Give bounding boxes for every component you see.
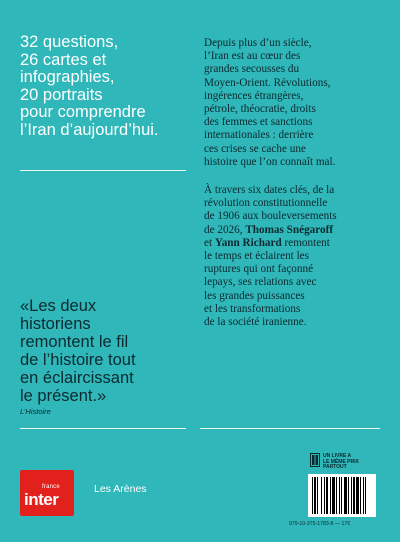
blurb-line: internationales : derrière bbox=[204, 129, 314, 142]
logo-small-text: france bbox=[42, 484, 60, 490]
blurb bbox=[204, 37, 374, 329]
blurb-line: et les transformations bbox=[204, 302, 301, 315]
blurb-line: À travers six dates clés, de la bbox=[204, 184, 335, 197]
barcode bbox=[308, 474, 376, 517]
blurb-line bbox=[204, 224, 374, 237]
author-name: Yann Richard bbox=[214, 236, 282, 249]
blurb-line: grandes secousses du bbox=[204, 63, 300, 76]
badge-line: PARTOUT bbox=[323, 464, 347, 470]
book-icon bbox=[310, 453, 320, 467]
divider bbox=[20, 170, 186, 171]
headline-line: 20 portraits bbox=[20, 85, 103, 104]
blurb-line: des femmes et sanctions bbox=[204, 116, 313, 129]
blurb-line: Moyen-Orient. Révolutions, bbox=[204, 76, 331, 89]
blurb-text: remontent bbox=[281, 236, 330, 249]
headline-line: l’Iran d’aujourd’hui. bbox=[20, 120, 159, 139]
badge-line: LE MÊME PRIX bbox=[323, 458, 359, 465]
blurb-line: ces crises se cache une bbox=[204, 142, 306, 155]
blurb-line: Depuis plus d’un siècle, bbox=[204, 37, 312, 49]
blurb-line: révolution constitutionnelle bbox=[204, 197, 328, 210]
quote-line: en éclaircissant bbox=[20, 369, 134, 387]
blurb-line: ingérences étrangères, bbox=[204, 89, 304, 102]
isbn-price: 979-10-375-1783-8 — 17€ bbox=[289, 521, 351, 527]
blurb-text: de 2026, bbox=[204, 223, 246, 236]
fixed-price-badge bbox=[310, 451, 375, 471]
blurb-line: de la société iranienne. bbox=[204, 316, 307, 329]
headline-line: pour comprendre bbox=[20, 103, 146, 121]
blurb-line: de 1906 aux bouleversements bbox=[204, 210, 337, 223]
blurb-line: l’Iran est au cœur des bbox=[204, 50, 301, 63]
press-quote bbox=[20, 297, 190, 405]
publisher-name: Les Arènes bbox=[94, 483, 147, 495]
quote-line: remontent le fil bbox=[20, 333, 129, 351]
blurb-line: histoire que l’on connaît mal. bbox=[204, 155, 336, 168]
blurb-text: et bbox=[204, 236, 215, 249]
quote-line: de l’histoire tout bbox=[20, 351, 136, 369]
blurb-line: ruptures qui ont façonné bbox=[204, 263, 314, 276]
author-name: Thomas Snégaroff bbox=[245, 223, 334, 236]
logo-big-text: inter bbox=[24, 490, 59, 509]
france-inter-logo bbox=[20, 470, 74, 516]
headline bbox=[20, 34, 195, 139]
blurb-line: lepays, ses relations avec bbox=[204, 276, 317, 289]
divider bbox=[200, 428, 380, 429]
divider bbox=[20, 428, 186, 429]
quote-line: le présent.» bbox=[20, 387, 107, 405]
blurb-line bbox=[204, 237, 374, 250]
headline-line: infographies, bbox=[20, 68, 115, 86]
blurb-line: le temps et éclairent les bbox=[204, 250, 309, 263]
badge-line: UN LIVRE A bbox=[323, 453, 352, 459]
headline-line: 26 cartes et bbox=[20, 50, 107, 69]
quote-line: historiens bbox=[20, 315, 91, 333]
quote-source: L’Histoire bbox=[20, 407, 51, 416]
quote-line: «Les deux bbox=[20, 297, 97, 315]
blurb-line: les grandes puissances bbox=[204, 289, 305, 302]
barcode-bars bbox=[311, 477, 373, 514]
blurb-line: pétrole, théocratie, droits bbox=[204, 103, 316, 116]
headline-line: 32 questions, bbox=[20, 33, 119, 51]
